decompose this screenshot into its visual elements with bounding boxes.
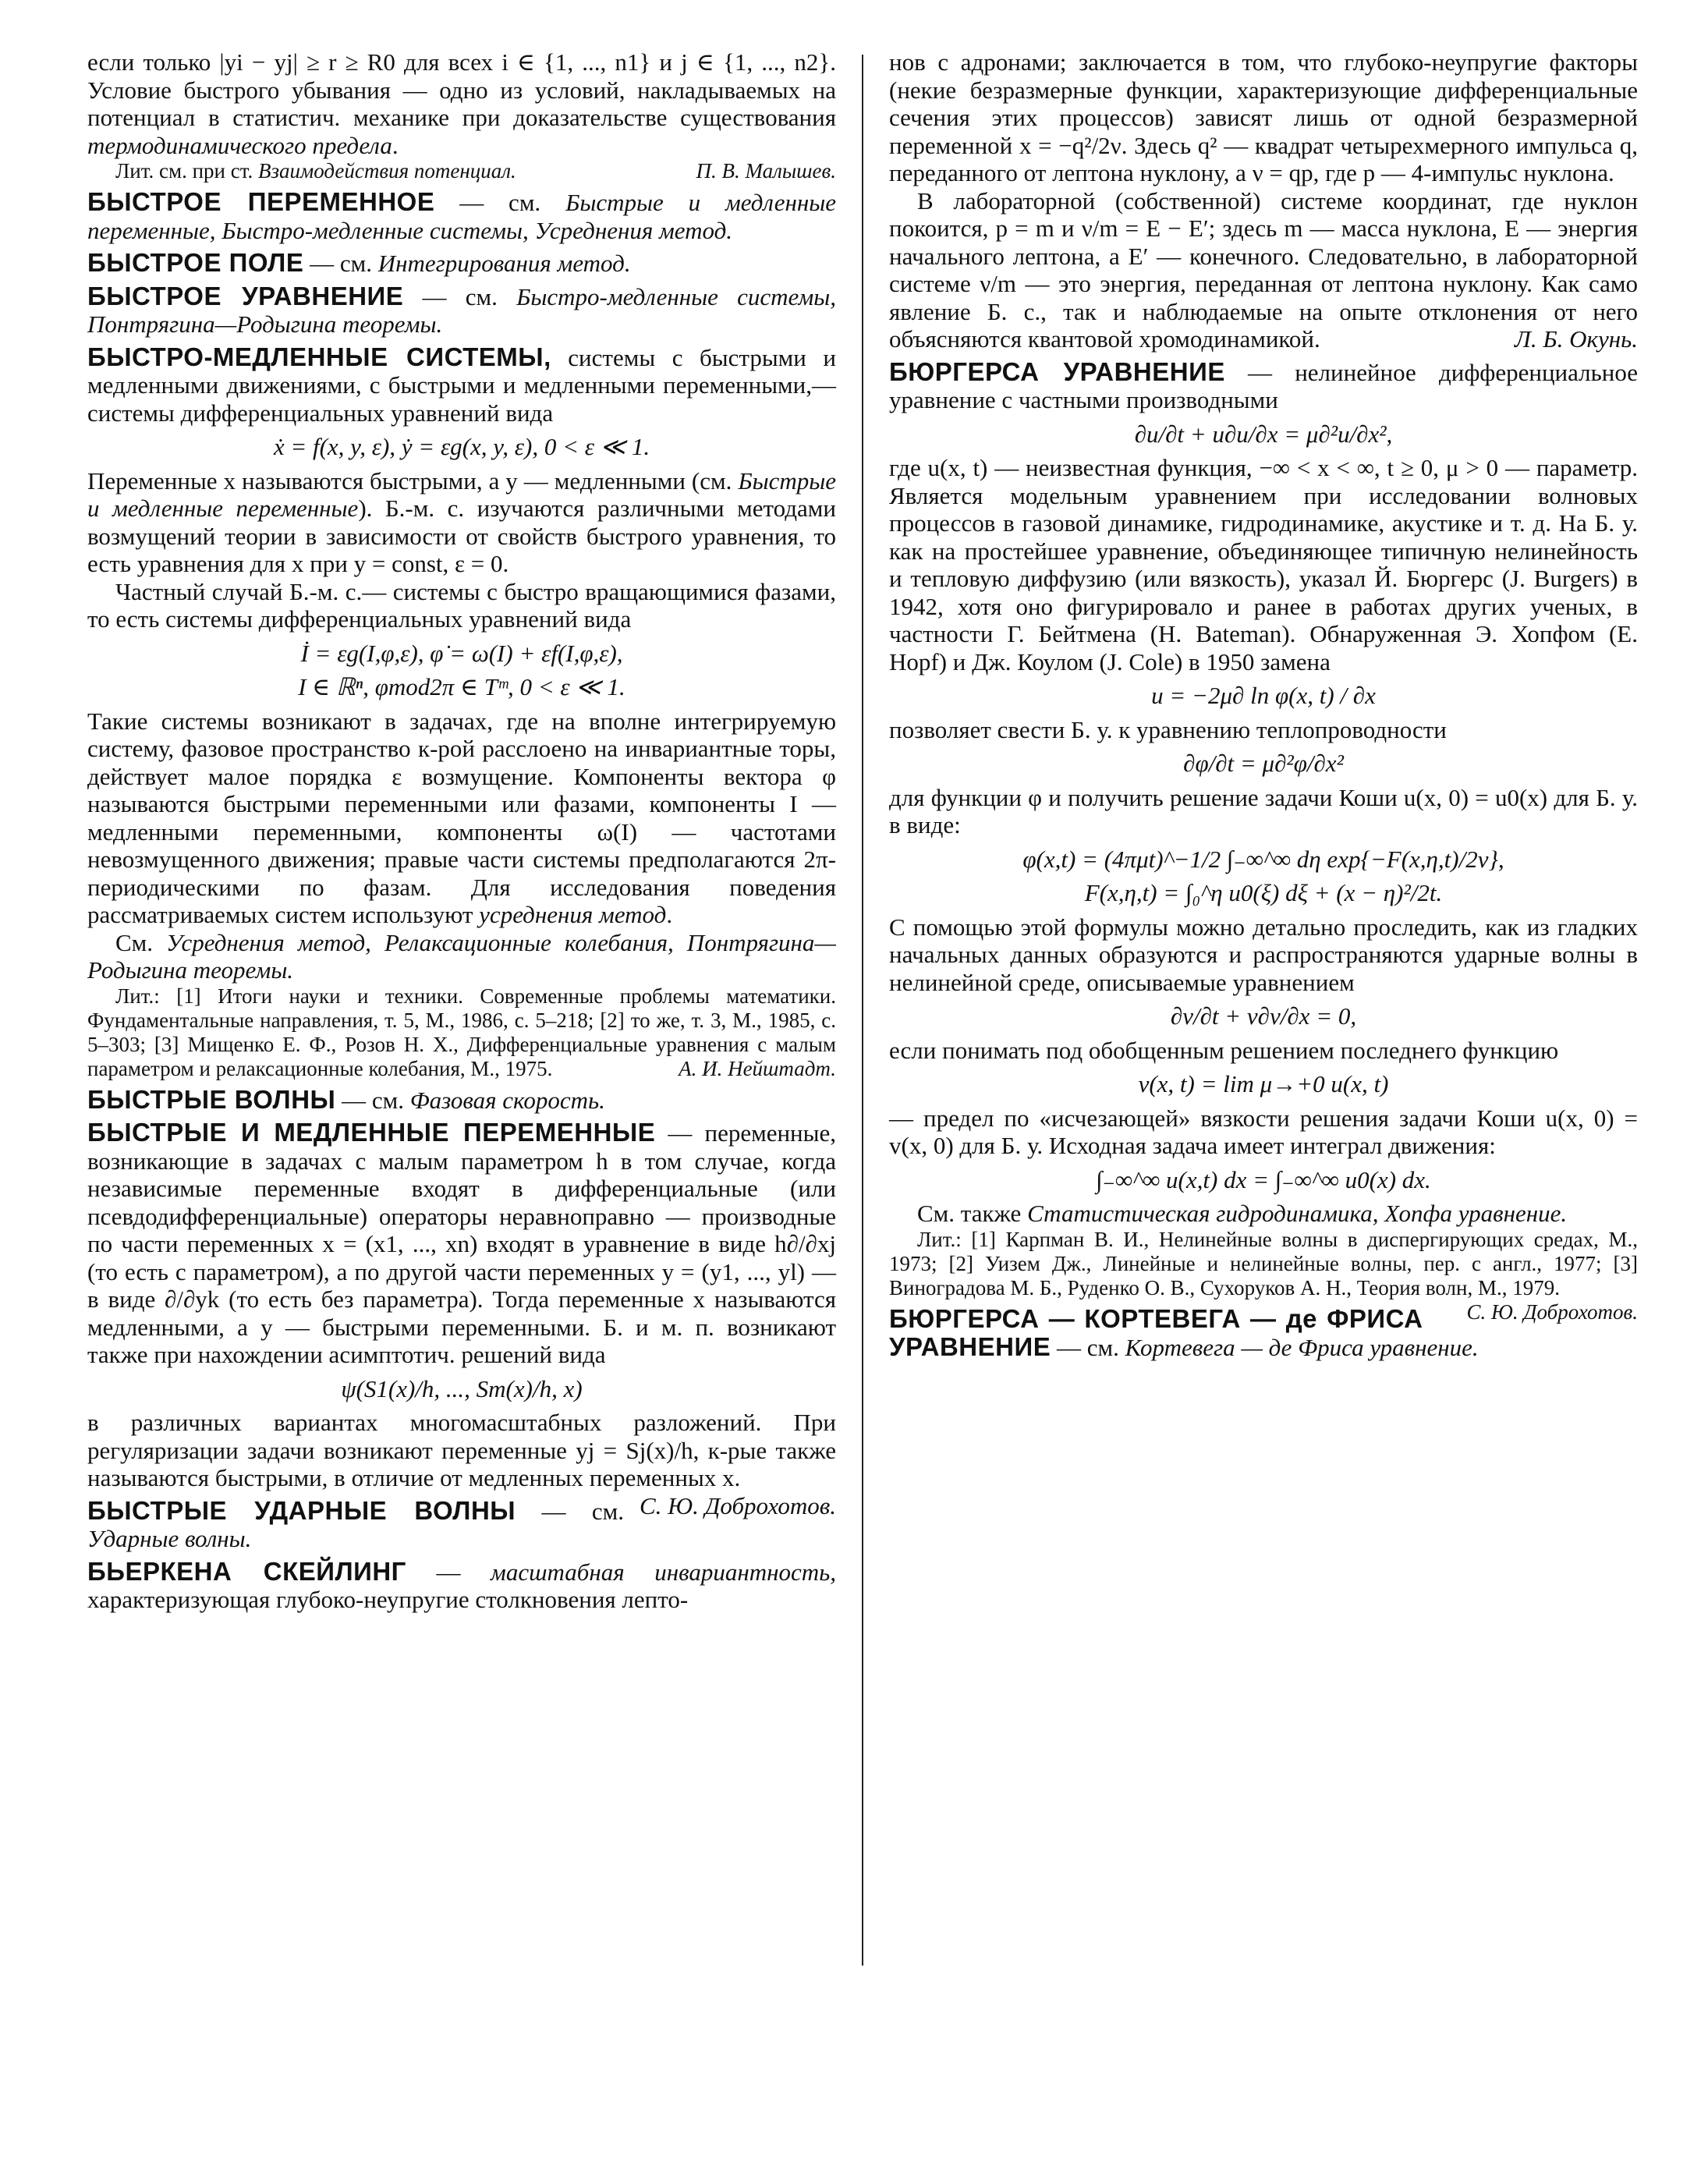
cross-reference: Статистическая гидродинамика, Хопфа уравнение. — [1027, 1200, 1568, 1227]
entry-headword: БЫСТРЫЕ ВОЛНЫ — [87, 1084, 336, 1114]
body-text: нов с адронами; заключается в том, что глубоко-неупругие факторы (некие безразмерные функции, характеризующие дифференциальные сечения этих процессов) зависят лишь от одной безразмерной переменной x = −q²/2ν. Здесь q² — квадрат четырехмерного импульса q, переданного от лептона нуклону, а ν = qp, где p — 4-импульс нуклона. — [889, 48, 1638, 186]
body-text: ∂u/∂t + u∂u/∂x = μ∂²u/∂x², — [1134, 420, 1393, 448]
formula — [889, 1002, 1638, 1030]
formula — [889, 420, 1638, 448]
entry-headword: БЫСТРОЕ УРАВНЕНИЕ — [87, 281, 404, 310]
cross-reference: Фазовая скорость. — [409, 1086, 605, 1114]
cross-reference: Взаимодействия потенциал. — [258, 159, 516, 183]
dictionary-entry — [87, 282, 836, 339]
left-column — [87, 48, 836, 1614]
body-text: — см. — [516, 1497, 624, 1525]
body-text: характеризующая глубоко-неупругие столкновения лепто- — [87, 1586, 689, 1613]
body-text: в различных вариантах многомасштабных разложений. При регуляризации задачи возникают переменные yj = Sj(x)/h, к-рые также называются быстрыми, в отличие от медленных переменных x. — [87, 1409, 836, 1491]
body-text: См. также — [917, 1200, 1028, 1227]
formula — [889, 750, 1638, 778]
body-text: ψ(S1(x)/h, ..., Sm(x)/h, x) — [341, 1374, 583, 1402]
dictionary-entry — [87, 1558, 836, 1614]
paragraph — [889, 1200, 1638, 1228]
body-text: если только |yi − yj| ≥ r ≥ R0 для всех i ∈ {1, ..., n1} и j ∈ {1, ..., n2}. Условие быстрого убывания — одно из условий, накладываемых на потенциал в статистич. механике при доказательстве существования — [87, 48, 836, 131]
entry-headword: БЫСТРОЕ ПОЛЕ — [87, 248, 304, 277]
body-text: Лит.: [1] Карпман В. И., Нелинейные волны в диспергирующих средах, М., 1973; [2] Уизем Дж., Линейные и нелинейные волны, пер. с англ., 1977; [3] Виноградова М. Б., Руденко О. В., Сухоруков А. Н., Теория волн, М., 1979. — [889, 1227, 1638, 1299]
author-signature: А. И. Нейштадт. — [679, 1056, 836, 1080]
dictionary-entry — [889, 358, 1638, 414]
author-signature: П. В. Малышев. — [696, 159, 836, 183]
body-text: ∂φ/∂t = μ∂²φ/∂x² — [1183, 750, 1344, 777]
body-text: системы с быстрыми и медленными движениями, с быстрыми и медленными переменными,— системы дифференциальных уравнений вида — [87, 343, 836, 427]
entry-headword: БЮРГЕРСА УРАВНЕНИЕ — [889, 356, 1225, 386]
paragraph — [87, 467, 836, 578]
paragraph — [87, 578, 836, 633]
dictionary-entry — [87, 188, 836, 244]
body-text: Переменные x называются быстрыми, а y — медленными (см. — [87, 466, 739, 495]
cross-reference: масштабная инвариантность, — [491, 1558, 836, 1586]
dictionary-entry — [87, 343, 836, 427]
body-text: ∂v/∂t + v∂v/∂x = 0, — [1170, 1002, 1357, 1030]
body-text: ∫₋∞^∞ u(x,t) dx = ∫₋∞^∞ u0(x) dx. — [1096, 1165, 1431, 1193]
body-text: İ = εg(I,φ,ε), φ̇ = ω(I) + εf(I,φ,ε), — [300, 639, 623, 667]
body-text: — см. — [303, 250, 378, 277]
dictionary-entry — [87, 1119, 836, 1369]
literature-references — [87, 984, 836, 1081]
formula — [87, 673, 836, 701]
right-column — [889, 48, 1638, 1362]
entry-headword: БЫСТРЫЕ И МЕДЛЕННЫЕ ПЕРЕМЕННЫЕ — [87, 1118, 656, 1147]
formula — [889, 1166, 1638, 1194]
cross-reference: Быстрые и медленные переменные — [87, 466, 836, 522]
cross-reference: Усреднения метод, Релаксационные колебания, Понтрягина—Родыгина теоремы. — [87, 928, 836, 984]
body-text: Такие системы возникают в задачах, где на вполне интегрируемую систему, фазовое пространство к-рой расслоено на инвариантные торы, действует малое порядка ε возмущение. Компоненты вектора φ называются быстрыми переменными или фазами, компоненты I — медленными переменными, компоненты ω(I) — частотами невозмущенного движения; правые части системы предполагаются 2π-периодическими по фазам. Для исследования поведения рассматриваемых систем используют — [87, 707, 836, 928]
entry-headword: БЫСТРО-МЕДЛЕННЫЕ СИСТЕМЫ, — [87, 342, 551, 371]
author-signature: Л. Б. Окунь. — [1514, 325, 1638, 353]
cross-reference: Ударные волны. — [87, 1525, 252, 1552]
body-text: — см. — [1051, 1334, 1125, 1361]
body-text: I ∈ ℝⁿ, φmod2π ∈ Tᵐ, 0 < ε ≪ 1. — [298, 673, 625, 700]
entry-headword: БЫСТРОЕ ПЕРЕМЕННОЕ — [87, 187, 435, 216]
body-text: . — [392, 131, 399, 159]
formula — [889, 879, 1638, 907]
formula — [889, 846, 1638, 874]
body-text: F(x,η,t) = ∫₀^η u0(ξ) dξ + (x − η)²/2t. — [1084, 879, 1443, 906]
paragraph — [87, 48, 836, 159]
paragraph — [889, 913, 1638, 997]
entry-headword: БЫСТРЫЕ УДАРНЫЕ ВОЛНЫ — [87, 1495, 516, 1525]
entry-headword: БЮРГЕРСА — КОРТЕВЕГА — де ФРИСА УРАВНЕНИЕ — [889, 1303, 1423, 1361]
paragraph — [87, 929, 836, 984]
cross-reference: Кортевега — де Фриса уравнение. — [1125, 1334, 1479, 1361]
body-text: См. — [115, 928, 167, 956]
formula — [87, 1375, 836, 1403]
entry-headword: БЬЕРКЕНА СКЕЙЛИНГ — [87, 1556, 406, 1586]
formula — [87, 433, 836, 461]
column-divider — [862, 55, 863, 1966]
literature-references — [87, 159, 836, 183]
formula — [87, 640, 836, 668]
body-text: В лабораторной (собственной) системе координат, где нуклон покоится, p = m и ν/m = E − E′; здесь m — масса нуклона, E — энергия начального лептона, а E′ — конечного. Следовательно, в лабораторной системе ν/m — это энергия, переданная от лептона нуклону. Как само явление Б. с., так и наблюдаемые на опыте отклонения от него объясняются квантовой хромодинамикой. — [889, 186, 1638, 353]
formula — [889, 682, 1638, 710]
body-text: Лит. см. при ст. — [115, 159, 259, 183]
paragraph — [889, 1037, 1638, 1065]
body-text: . — [666, 901, 673, 928]
paragraph — [889, 716, 1638, 744]
body-text: — — [406, 1558, 491, 1586]
paragraph — [889, 187, 1638, 353]
body-text: ). Б.-м. с. изучаются различными методами возмущений теории в зависимости от свойств быстрого уравнения, то есть уравнения для x при y = const, ε = 0. — [87, 495, 836, 577]
body-text: если понимать под обобщенным решением последнего функцию — [889, 1036, 1559, 1064]
paragraph — [87, 707, 836, 929]
body-text: С помощью этой формулы можно детально проследить, как из гладких начальных данных образуются и распространяются ударные волны в нелинейной среде, описываемые уравнением — [889, 913, 1638, 996]
body-text: Лит.: [1] Итоги науки и техники. Современные проблемы математики. Фундаментальные направления, т. 5, М., 1986, с. 5–218; [2] то же, т. 3, М., 1985, с. 5–303; [3] Мищенко Е. Ф., Розов Н. Х., Дифференциальные уравнения с малым параметром и релаксационные колебания, М., 1975. — [87, 984, 836, 1080]
author-signature: С. Ю. Доброхотов. — [1466, 1299, 1638, 1324]
paragraph — [889, 454, 1638, 675]
literature-references — [889, 1227, 1638, 1324]
paragraph — [889, 784, 1638, 839]
body-text: — см. — [335, 1086, 410, 1114]
cross-reference: термодинамического предела — [87, 131, 392, 159]
body-text: Частный случай Б.-м. с.— системы с быстро вращающимися фазами, то есть системы дифференциальных уравнений вида — [87, 577, 836, 633]
body-text: для функции φ и получить решение задачи Коши u(x, 0) = u0(x) для Б. у. в виде: — [889, 783, 1638, 838]
body-text: φ(x,t) = (4πμt)^−1/2 ∫₋∞^∞ dη exp{−F(x,η,t)/2ν}, — [1022, 845, 1504, 873]
dictionary-entry — [87, 249, 836, 278]
formula — [889, 1070, 1638, 1098]
body-text: позволяет свести Б. у. к уравнению теплопроводности — [889, 715, 1447, 743]
cross-reference: Быстрые и медленные переменные, Быстро-медленные системы, Усреднения метод. — [87, 189, 836, 244]
body-text: ẋ = f(x, y, ε), ẏ = εg(x, y, ε), 0 < ε ≪ 1. — [273, 433, 650, 460]
body-text: — см. — [403, 282, 517, 310]
body-text: — предел по «исчезающей» вязкости решения задачи Коши u(x, 0) = v(x, 0) для Б. у. Исходная задача имеет интеграл движения: — [889, 1104, 1638, 1159]
body-text: — переменные, возникающие в задачах с малым параметром h в том случае, когда независимые переменные входят в дифференциальные (или псевдодифференциальные) операторы неравноправно — производные по части переменных x = (x1, ..., xn) входят в уравнение в виде h∂/∂xj (то есть с параметром), а по другой части переменных y = (y1, ..., yl) — в виде ∂/∂yk (то есть без параметра). Тогда переменные x называются медленными, а y — быстрыми переменными. Б. и м. п. возникают также при нахождении асимптотич. решений вида — [87, 1119, 836, 1368]
body-text: — нелинейное дифференциальное уравнение с частными производными — [889, 358, 1638, 413]
body-text: v(x, t) = lim μ→+0 u(x, t) — [1138, 1070, 1389, 1097]
paragraph — [889, 48, 1638, 187]
body-text: u = −2μ∂ ln φ(x, t) / ∂x — [1151, 682, 1376, 709]
cross-reference: Быстро-медленные системы, Понтрягина—Родыгина теоремы. — [87, 282, 836, 338]
dictionary-entry — [87, 1086, 836, 1115]
author-signature: С. Ю. Доброхотов. — [639, 1491, 836, 1519]
cross-reference: Интегрирования метод. — [377, 250, 631, 277]
body-text: где u(x, t) — неизвестная функция, −∞ < x < ∞, t ≥ 0, μ > 0 — параметр. Является модельным уравнением при исследовании волновых процессов в газовой динамике, гидродинамике, акустике и т. д. На Б. у. как на простейшее уравнение, объединяющее типичную нелинейность и тепловую диффузию (или вязкость), указал Й. Бюргерс (J. Burgers) в 1942, хотя оно фигурировало и ранее в работах других ученых, в частности Г. Бейтмена (H. Bateman). Обнаруженная Э. Хопфом (E. Hopf) и Дж. Коулом (J. Cole) в 1950 замена — [889, 454, 1638, 675]
cross-reference: усреднения метод — [479, 901, 667, 928]
body-text: — см. — [434, 189, 566, 216]
paragraph — [889, 1104, 1638, 1160]
